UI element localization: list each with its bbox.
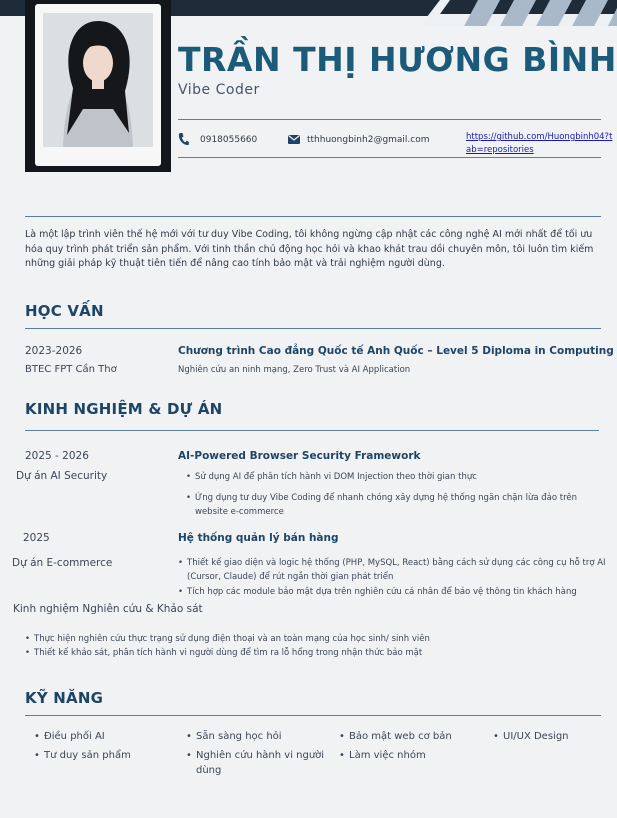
contact-divider-top [178,119,601,120]
project-title: AI-Powered Browser Security Framework [178,450,421,462]
research-heading: Kinh nghiệm Nghiên cứu & Khảo sát [13,603,203,615]
skills-divider [25,715,601,716]
candidate-role: Vibe Coder [178,82,260,98]
candidate-name: TRẦN THỊ HƯƠNG BÌNH [178,40,617,79]
education-program: Chương trình Cao đẳng Quốc tế Anh Quốc – Level 5 Diploma in Computing [178,345,614,357]
profile-photo [43,13,153,147]
skill-item: • Sẵn sàng học hỏi [186,731,282,742]
research-bullet: • Thiết kế khảo sát, phân tích hành vi người dùng để tìm ra lỗ hổng trong nhận thức bảo mật [25,648,423,658]
education-focus: Nghiên cứu an ninh mạng, Zero Trust và AI Application [178,365,411,375]
skill-item: • Điều phối AI [34,731,105,742]
project-type: Dự án AI Security [16,470,108,482]
contact-divider-bottom [178,157,601,158]
project-type: Dự án E-commerce [12,557,113,569]
github-link[interactable]: https://github.com/Huongbinh04?tab=repositories [466,132,613,155]
summary-divider [25,216,601,217]
project-bullet: • Ứng dụng tư duy Vibe Coding để nhanh chóng xây dựng hệ thống ngăn chặn lừa đảo trên website e-commerce [186,493,578,517]
education-heading: HỌC VẤN [25,302,104,320]
mail-icon [288,134,300,144]
email-address[interactable]: tthhuongbinh2@gmail.com [307,135,430,145]
project-bullet: • Thiết kế giao diện và logic hệ thống (PHP, MySQL, React) bằng cách sử dụng các công cụ hỗ trợ AI (Cursor, Claude) để rút ngắn thời gian phát triển [178,558,606,582]
project-date: 2025 [23,532,50,544]
experience-heading: KINH NGHIỆM & DỰ ÁN [25,400,223,418]
project-title: Hệ thống quản lý bán hàng [178,532,339,544]
skill-item: • Làm việc nhóm [339,750,426,761]
skill-item: • Tư duy sản phẩm [34,750,131,761]
phone-icon [178,133,189,146]
profile-summary: Là một lập trình viên thế hệ mới với tư duy Vibe Coding, tôi không ngừng cập nhật các công nghệ AI mới nhất để tối ưu hóa quy trình phát triển sản phẩm. Với tinh thần chủ động học hỏi và khao khát trau dồi chuyên môn, tôi luôn tìm kiếm những giải pháp kỹ thuật tiên tiến để nâng cao tính bảo mật và trải nghiệm người dùng. [25,229,594,269]
skills-heading: KỸ NĂNG [25,689,104,707]
skill-item: • Nghiên cứu hành vi người dùng [186,750,325,776]
education-divider [25,328,601,329]
phone-number[interactable]: 0918055660 [200,135,258,145]
research-bullet: • Thực hiện nghiên cứu thực trạng sử dụng điện thoại và an toàn mạng của học sinh/ sinh viên [25,634,430,644]
project-date: 2025 - 2026 [25,450,89,462]
skill-item: • UI/UX Design [493,731,569,742]
project-bullet: • Sử dụng AI để phân tích hành vi DOM Injection theo thời gian thực [186,472,477,482]
experience-divider [25,430,599,431]
education-school: BTEC FPT Cần Thơ [25,364,117,375]
education-date: 2023-2026 [25,345,83,357]
project-bullet: • Tích hợp các module bảo mật dựa trên nghiên cứu cá nhân để bảo vệ thông tin khách hàng [178,587,577,597]
skill-item: • Bảo mật web cơ bản [339,731,452,742]
